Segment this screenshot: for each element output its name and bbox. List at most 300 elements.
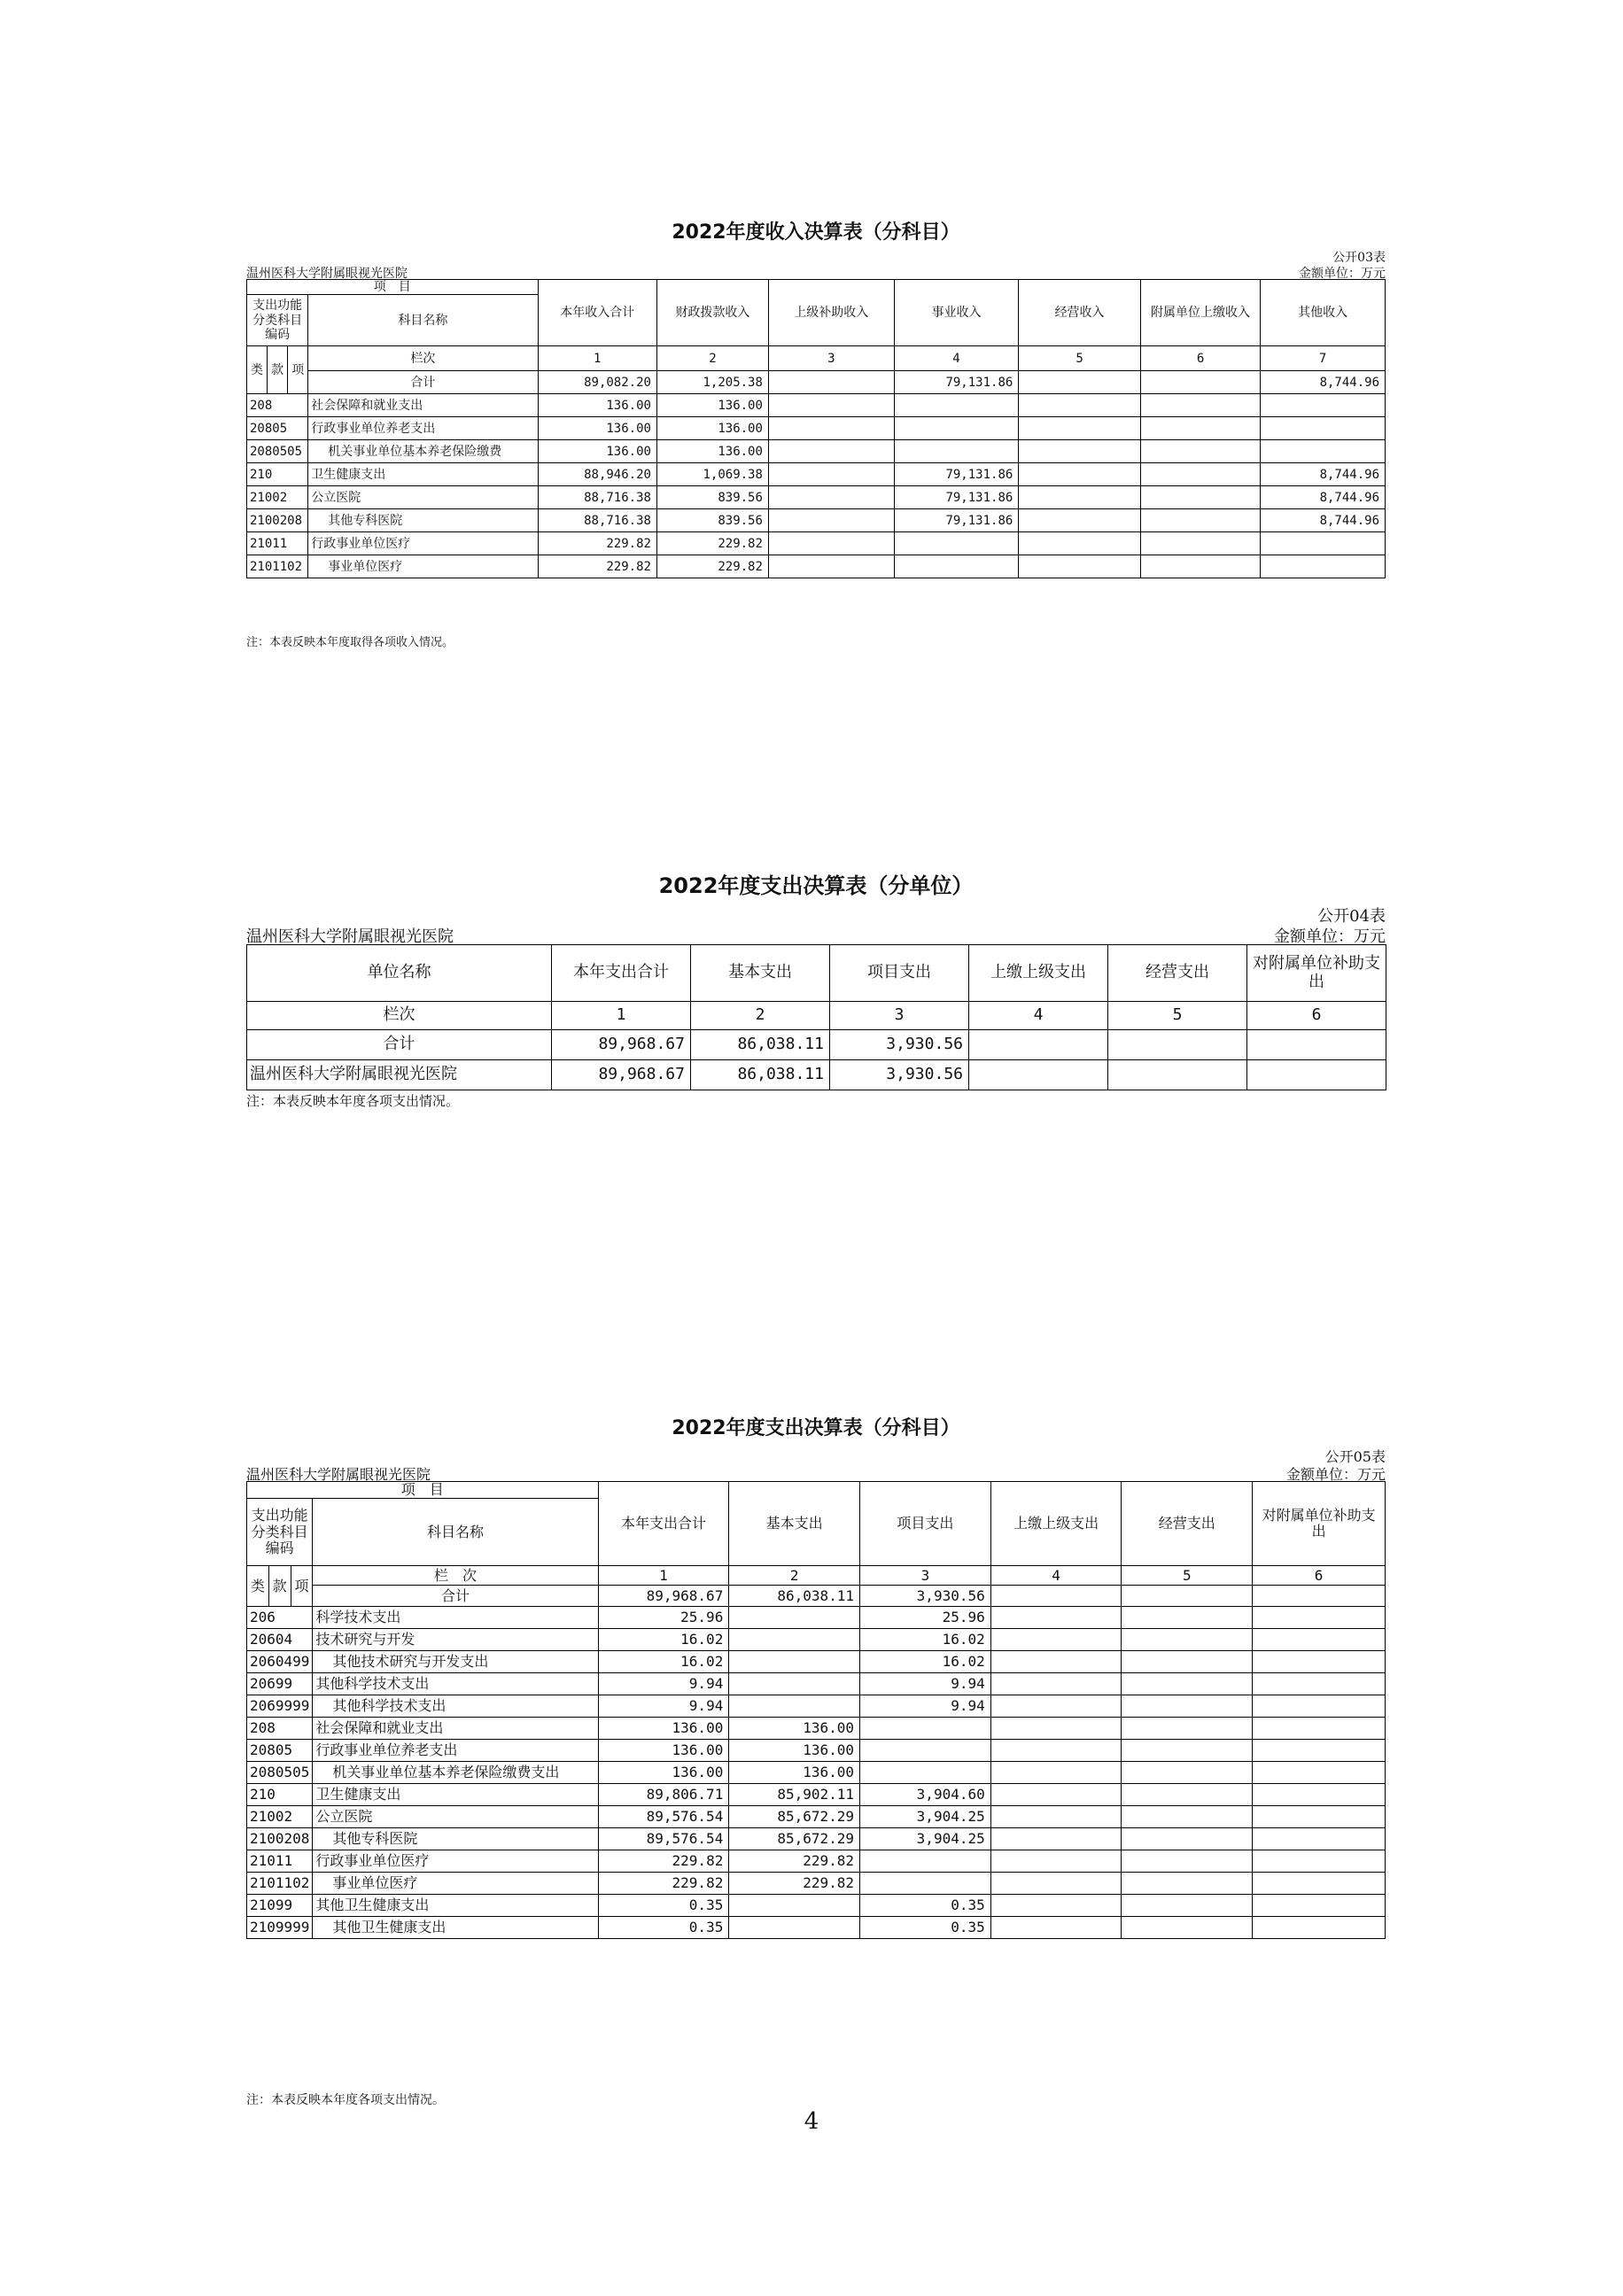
row-value — [768, 417, 894, 440]
header-code: 支出功能分类科目编码 — [247, 1499, 313, 1566]
row-value — [1122, 1895, 1253, 1917]
total-value — [1140, 371, 1260, 394]
row-value: 88,716.38 — [538, 486, 656, 509]
row-name: 其他卫生健康支出 — [313, 1895, 598, 1917]
row-code: 21011 — [247, 1850, 313, 1873]
expense-subject-section — [246, 1408, 1386, 2107]
total-row — [247, 1030, 1386, 1060]
row-value: 229.82 — [729, 1850, 860, 1873]
row-value: 86,038.11 — [691, 1060, 830, 1090]
row-value: 229.82 — [538, 555, 656, 578]
row-value: 0.35 — [598, 1917, 729, 1939]
row-value — [1253, 1806, 1386, 1828]
total-label: 合计 — [313, 1586, 598, 1607]
row-value: 839.56 — [656, 509, 768, 532]
table-row — [247, 486, 1386, 509]
row-value — [1019, 486, 1141, 509]
col-header: 对附属单位补助支出 — [1247, 945, 1386, 1002]
lanci-num: 3 — [860, 1566, 991, 1586]
col-header: 本年支出合计 — [598, 1482, 729, 1566]
row-code: 2080505 — [247, 1762, 313, 1784]
header-xiang: 项 — [291, 1566, 313, 1607]
total-value: 86,038.11 — [729, 1586, 860, 1607]
row-name: 公立医院 — [313, 1806, 598, 1828]
header-unit-name: 单位名称 — [247, 945, 552, 1002]
row-code: 20699 — [247, 1673, 313, 1695]
row-value — [1122, 1873, 1253, 1895]
col-header: 经营支出 — [1108, 945, 1247, 1002]
row-name: 其他专科医院 — [308, 509, 538, 532]
row-code: 208 — [247, 1718, 313, 1740]
row-value — [729, 1895, 860, 1917]
row-code: 210 — [247, 463, 308, 486]
row-value: 9.94 — [598, 1673, 729, 1695]
row-value — [990, 1895, 1122, 1917]
total-value: 86,038.11 — [691, 1030, 830, 1060]
expense-subject-code: 公开05表 — [1324, 1448, 1386, 1465]
row-value — [1019, 394, 1141, 417]
row-value — [1140, 394, 1260, 417]
table-row — [247, 555, 1386, 578]
total-value: 89,082.20 — [538, 371, 656, 394]
row-value — [729, 1695, 860, 1718]
income-table-note: 注：本表反映本年度取得各项收入情况。 — [246, 636, 454, 649]
row-value — [1261, 440, 1386, 463]
row-value — [860, 1873, 991, 1895]
row-value: 89,968.67 — [552, 1060, 691, 1090]
row-name: 事业单位医疗 — [313, 1873, 598, 1895]
row-value — [860, 1718, 991, 1740]
lanci-num: 2 — [729, 1566, 860, 1586]
lanci-num: 5 — [1108, 1002, 1247, 1030]
row-value: 136.00 — [729, 1762, 860, 1784]
row-value: 229.82 — [598, 1873, 729, 1895]
row-code: 21002 — [247, 1806, 313, 1828]
table-row — [247, 1828, 1386, 1850]
row-value — [990, 1740, 1122, 1762]
row-value: 16.02 — [598, 1651, 729, 1673]
row-value: 229.82 — [656, 532, 768, 555]
row-name: 行政事业单位养老支出 — [308, 417, 538, 440]
row-value — [1253, 1629, 1386, 1651]
row-code: 20805 — [247, 1740, 313, 1762]
total-value — [1247, 1030, 1386, 1060]
expense-unit-unit: 金额单位：万元 — [1274, 927, 1386, 946]
row-value — [1140, 509, 1260, 532]
income-table-unit: 金额单位：万元 — [1299, 267, 1386, 281]
row-code: 206 — [247, 1607, 313, 1629]
row-value: 9.94 — [860, 1673, 991, 1695]
row-value — [1122, 1695, 1253, 1718]
row-value: 85,672.29 — [729, 1828, 860, 1850]
total-row — [247, 371, 1386, 394]
row-value: 79,131.86 — [894, 463, 1019, 486]
row-value — [969, 1060, 1108, 1090]
expense-unit-title: 2022年度支出决算表（分单位） — [658, 873, 974, 898]
expense-subject-title: 2022年度支出决算表（分科目） — [672, 1417, 960, 1439]
row-value: 85,902.11 — [729, 1784, 860, 1806]
income-table-code: 公开03表 — [1332, 251, 1386, 265]
header-xiang: 项 — [288, 346, 308, 394]
table-row — [247, 1895, 1386, 1917]
row-value — [1019, 555, 1141, 578]
row-value — [1140, 486, 1260, 509]
row-value — [894, 532, 1019, 555]
row-code: 2060499 — [247, 1651, 313, 1673]
table-row — [247, 394, 1386, 417]
row-value — [1140, 555, 1260, 578]
row-value — [860, 1850, 991, 1873]
header-code: 支出功能分类科目编码 — [247, 295, 308, 346]
row-value: 89,576.54 — [598, 1828, 729, 1850]
col-header: 经营收入 — [1019, 280, 1141, 346]
table-row — [247, 1740, 1386, 1762]
row-name: 社会保障和就业支出 — [308, 394, 538, 417]
lanci-num: 4 — [894, 346, 1019, 371]
row-value — [1261, 417, 1386, 440]
table-row — [247, 532, 1386, 555]
row-name: 机关事业单位基本养老保险缴费 — [308, 440, 538, 463]
total-value: 79,131.86 — [894, 371, 1019, 394]
row-value — [1253, 1784, 1386, 1806]
total-row — [247, 1586, 1386, 1607]
table-row — [247, 1762, 1386, 1784]
expense-unit-code: 公开04表 — [1317, 907, 1386, 926]
row-value: 1,069.38 — [656, 463, 768, 486]
col-header: 附属单位上缴收入 — [1140, 280, 1260, 346]
lanci-label: 栏 次 — [313, 1566, 598, 1586]
row-value — [990, 1607, 1122, 1629]
col-header: 经营支出 — [1122, 1482, 1253, 1566]
row-code: 2080505 — [247, 440, 308, 463]
row-value — [894, 394, 1019, 417]
col-header: 项目支出 — [830, 945, 969, 1002]
lanci-num: 6 — [1253, 1566, 1386, 1586]
row-value: 839.56 — [656, 486, 768, 509]
lanci-num: 1 — [552, 1002, 691, 1030]
col-header: 上级补助收入 — [768, 280, 894, 346]
row-value — [1253, 1740, 1386, 1762]
row-name: 其他卫生健康支出 — [313, 1917, 598, 1939]
row-value: 136.00 — [538, 417, 656, 440]
row-value: 3,904.25 — [860, 1806, 991, 1828]
row-value — [1253, 1695, 1386, 1718]
table-row — [247, 1873, 1386, 1895]
row-value: 229.82 — [538, 532, 656, 555]
table-row — [247, 1806, 1386, 1828]
row-value — [1019, 440, 1141, 463]
col-header: 财政拨款收入 — [656, 280, 768, 346]
row-value — [1122, 1762, 1253, 1784]
row-value — [768, 463, 894, 486]
row-value — [1140, 463, 1260, 486]
lanci-label: 栏次 — [308, 346, 538, 371]
lanci-num: 6 — [1247, 1002, 1386, 1030]
row-code: 20604 — [247, 1629, 313, 1651]
header-kuan: 款 — [268, 1566, 291, 1607]
col-header: 本年收入合计 — [538, 280, 656, 346]
row-value: 89,806.71 — [598, 1784, 729, 1806]
row-name: 行政事业单位养老支出 — [313, 1740, 598, 1762]
table-row — [247, 1060, 1386, 1090]
row-code: 2069999 — [247, 1695, 313, 1718]
table-row — [247, 1784, 1386, 1806]
row-value — [1140, 417, 1260, 440]
row-value: 136.00 — [729, 1740, 860, 1762]
total-label: 合计 — [247, 1030, 552, 1060]
row-value: 8,744.96 — [1261, 509, 1386, 532]
row-name: 公立医院 — [308, 486, 538, 509]
lanci-num: 6 — [1140, 346, 1260, 371]
row-value: 16.02 — [598, 1629, 729, 1651]
row-value — [1253, 1651, 1386, 1673]
expense-subject-unit: 金额单位：万元 — [1285, 1466, 1386, 1483]
row-value: 229.82 — [729, 1873, 860, 1895]
row-value — [990, 1651, 1122, 1673]
row-value: 89,576.54 — [598, 1806, 729, 1828]
row-value — [894, 555, 1019, 578]
row-name: 行政事业单位医疗 — [313, 1850, 598, 1873]
total-value: 3,930.56 — [860, 1586, 991, 1607]
row-code: 21011 — [247, 532, 308, 555]
total-value — [768, 371, 894, 394]
row-value — [894, 417, 1019, 440]
row-code: 210 — [247, 1784, 313, 1806]
row-value — [1140, 532, 1260, 555]
row-value: 88,946.20 — [538, 463, 656, 486]
row-value — [1122, 1740, 1253, 1762]
table-row — [247, 509, 1386, 532]
total-value — [1019, 371, 1141, 394]
row-value: 0.35 — [860, 1895, 991, 1917]
row-value — [1253, 1917, 1386, 1939]
row-value: 79,131.86 — [894, 509, 1019, 532]
col-header: 对附属单位补助支出 — [1253, 1482, 1386, 1566]
row-value — [990, 1873, 1122, 1895]
row-code: 2100208 — [247, 509, 308, 532]
row-name: 科学技术支出 — [313, 1607, 598, 1629]
table-row — [247, 1673, 1386, 1695]
expense-unit-table — [246, 944, 1386, 1090]
row-value — [990, 1806, 1122, 1828]
row-value: 3,930.56 — [830, 1060, 969, 1090]
row-value — [1108, 1060, 1247, 1090]
row-code: 21002 — [247, 486, 308, 509]
header-lei: 类 — [247, 346, 268, 394]
row-value — [1122, 1629, 1253, 1651]
col-header: 上缴上级支出 — [969, 945, 1108, 1002]
row-value — [768, 394, 894, 417]
row-value: 79,131.86 — [894, 486, 1019, 509]
row-name: 其他专科医院 — [313, 1828, 598, 1850]
header-item: 项 目 — [247, 1482, 599, 1499]
row-name: 卫生健康支出 — [308, 463, 538, 486]
row-value: 25.96 — [860, 1607, 991, 1629]
row-value — [1253, 1850, 1386, 1873]
row-value — [1253, 1607, 1386, 1629]
table-row — [247, 1629, 1386, 1651]
row-value — [1247, 1060, 1386, 1090]
lanci-num: 5 — [1019, 346, 1141, 371]
row-value: 9.94 — [860, 1695, 991, 1718]
row-value: 3,904.25 — [860, 1828, 991, 1850]
row-value: 9.94 — [598, 1695, 729, 1718]
row-value — [768, 532, 894, 555]
header-kuan: 款 — [268, 346, 288, 394]
row-value — [990, 1673, 1122, 1695]
row-value: 8,744.96 — [1261, 463, 1386, 486]
income-table-section — [246, 204, 1386, 664]
row-value: 136.00 — [538, 440, 656, 463]
table-row — [247, 1607, 1386, 1629]
row-value — [990, 1762, 1122, 1784]
row-name: 社会保障和就业支出 — [313, 1718, 598, 1740]
row-value: 136.00 — [598, 1740, 729, 1762]
lanci-num: 3 — [768, 346, 894, 371]
row-name: 其他科学技术支出 — [313, 1695, 598, 1718]
row-value — [1253, 1762, 1386, 1784]
row-value: 0.35 — [860, 1917, 991, 1939]
total-value: 89,968.67 — [552, 1030, 691, 1060]
table-row — [247, 463, 1386, 486]
col-header: 项目支出 — [860, 1482, 991, 1566]
row-value — [990, 1784, 1122, 1806]
row-value — [990, 1718, 1122, 1740]
lanci-num: 2 — [656, 346, 768, 371]
row-value — [990, 1917, 1122, 1939]
row-value: 3,904.60 — [860, 1784, 991, 1806]
row-code: 2101102 — [247, 1873, 313, 1895]
row-value — [894, 440, 1019, 463]
expense-unit-note: 注：本表反映本年度各项支出情况。 — [246, 1093, 460, 1109]
row-code: 2109999 — [247, 1917, 313, 1939]
row-value: 0.35 — [598, 1895, 729, 1917]
row-value — [768, 486, 894, 509]
header-name: 科目名称 — [313, 1499, 598, 1566]
lanci-num: 5 — [1122, 1566, 1253, 1586]
income-table-org: 温州医科大学附属眼视光医院 — [246, 267, 408, 281]
total-label: 合计 — [308, 371, 538, 394]
table-row — [247, 1651, 1386, 1673]
row-value: 25.96 — [598, 1607, 729, 1629]
row-value: 136.00 — [656, 417, 768, 440]
row-value — [1253, 1718, 1386, 1740]
row-value — [860, 1762, 991, 1784]
row-value: 136.00 — [656, 394, 768, 417]
row-name: 技术研究与开发 — [313, 1629, 598, 1651]
row-value — [1253, 1673, 1386, 1695]
total-value — [990, 1586, 1122, 1607]
row-value — [1140, 440, 1260, 463]
row-value — [729, 1629, 860, 1651]
row-value — [1253, 1828, 1386, 1850]
row-value — [1122, 1850, 1253, 1873]
row-value — [990, 1828, 1122, 1850]
row-value — [860, 1740, 991, 1762]
lanci-num: 4 — [969, 1002, 1108, 1030]
lanci-num: 3 — [830, 1002, 969, 1030]
income-table — [246, 279, 1386, 578]
table-row — [247, 417, 1386, 440]
row-value — [1019, 463, 1141, 486]
row-value: 229.82 — [598, 1850, 729, 1873]
row-value: 85,672.29 — [729, 1806, 860, 1828]
table-row — [247, 1718, 1386, 1740]
row-name: 机关事业单位基本养老保险缴费支出 — [313, 1762, 598, 1784]
row-value — [729, 1673, 860, 1695]
row-value — [1261, 532, 1386, 555]
row-code: 20805 — [247, 417, 308, 440]
row-value — [1122, 1651, 1253, 1673]
row-name: 卫生健康支出 — [313, 1784, 598, 1806]
row-value — [990, 1850, 1122, 1873]
col-header: 其他收入 — [1261, 280, 1386, 346]
row-value — [1261, 394, 1386, 417]
row-name: 其他科学技术支出 — [313, 1673, 598, 1695]
row-value — [1122, 1917, 1253, 1939]
row-name: 事业单位医疗 — [308, 555, 538, 578]
total-value — [1122, 1586, 1253, 1607]
row-value — [768, 440, 894, 463]
row-value — [1122, 1806, 1253, 1828]
row-value — [1019, 509, 1141, 532]
row-value — [768, 555, 894, 578]
table-row — [247, 440, 1386, 463]
row-value — [1122, 1673, 1253, 1695]
row-value: 136.00 — [656, 440, 768, 463]
lanci-num: 2 — [691, 1002, 830, 1030]
row-value: 16.02 — [860, 1629, 991, 1651]
row-value: 136.00 — [598, 1718, 729, 1740]
table-row — [247, 1695, 1386, 1718]
row-value: 16.02 — [860, 1651, 991, 1673]
total-value — [969, 1030, 1108, 1060]
row-name: 温州医科大学附属眼视光医院 — [247, 1060, 552, 1090]
col-header: 事业收入 — [894, 280, 1019, 346]
row-value — [1019, 417, 1141, 440]
total-value: 1,205.38 — [656, 371, 768, 394]
row-value — [1253, 1873, 1386, 1895]
row-value — [1122, 1784, 1253, 1806]
expense-subject-table — [246, 1481, 1386, 1939]
col-header: 本年支出合计 — [552, 945, 691, 1002]
header-lei: 类 — [247, 1566, 269, 1607]
table-row — [247, 1850, 1386, 1873]
row-value — [729, 1651, 860, 1673]
page-number: 4 — [804, 2108, 819, 2135]
header-item: 项 目 — [247, 280, 539, 295]
table-row — [247, 1917, 1386, 1939]
row-value — [729, 1917, 860, 1939]
col-header: 基本支出 — [729, 1482, 860, 1566]
expense-unit-section — [246, 859, 1386, 1125]
lanci-num: 1 — [538, 346, 656, 371]
expense-subject-org: 温州医科大学附属眼视光医院 — [246, 1466, 431, 1483]
row-name: 其他技术研究与开发支出 — [313, 1651, 598, 1673]
row-value — [990, 1629, 1122, 1651]
row-code: 2101102 — [247, 555, 308, 578]
row-value — [1122, 1718, 1253, 1740]
income-table-title: 2022年度收入决算表（分科目） — [672, 221, 960, 244]
row-code: 21099 — [247, 1895, 313, 1917]
row-name: 行政事业单位医疗 — [308, 532, 538, 555]
total-value: 3,930.56 — [830, 1030, 969, 1060]
row-value — [1261, 555, 1386, 578]
total-value — [1108, 1030, 1247, 1060]
lanci-label: 栏次 — [247, 1002, 552, 1030]
lanci-num: 7 — [1261, 346, 1386, 371]
row-value: 88,716.38 — [538, 509, 656, 532]
